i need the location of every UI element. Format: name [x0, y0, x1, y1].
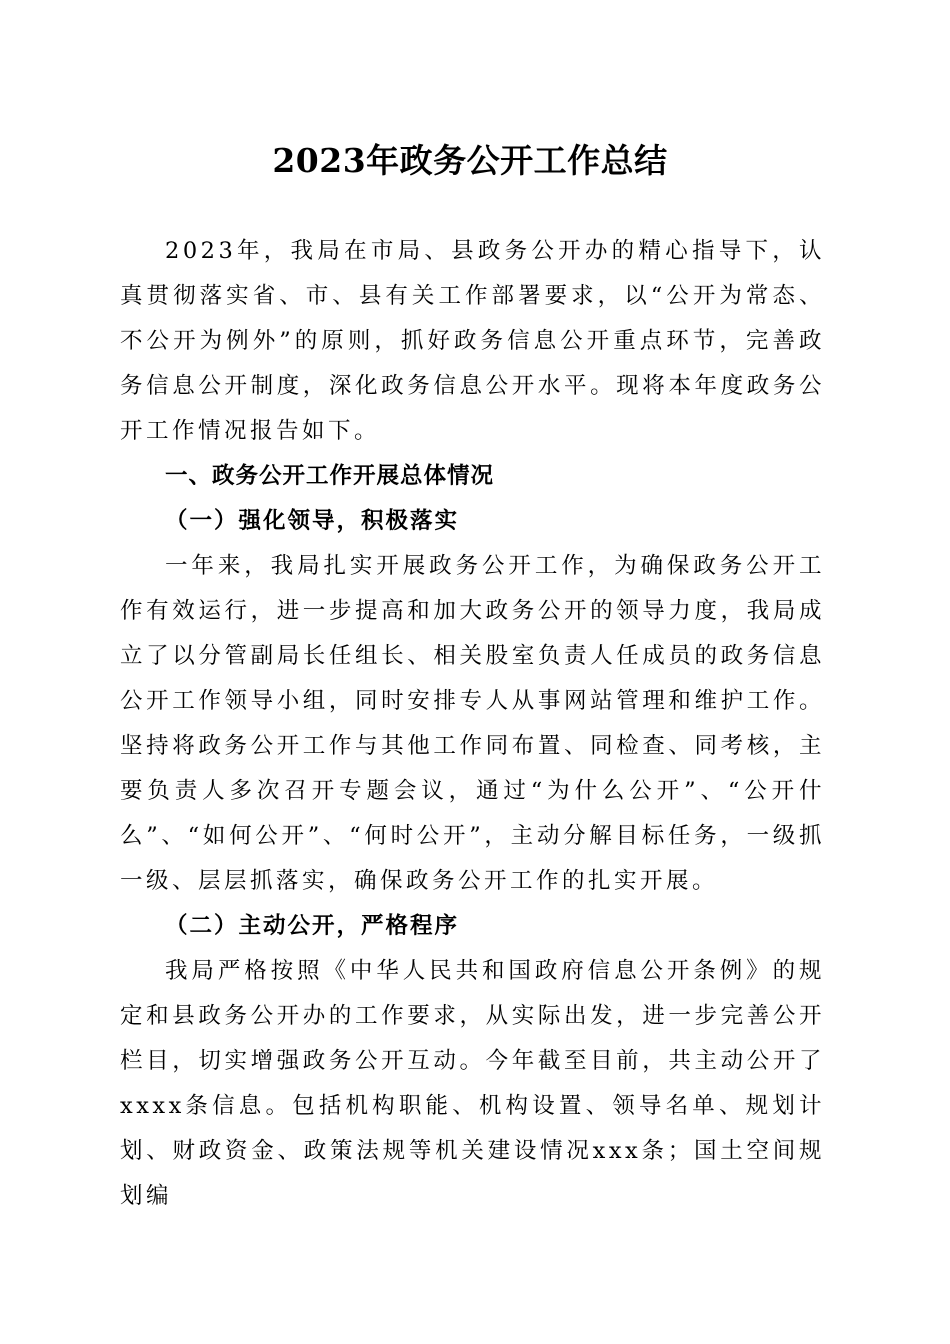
section-heading: 一、政务公开工作开展总体情况 [165, 463, 495, 489]
document-body [120, 229, 825, 1219]
subsection-paragraph-2: 我局严格按照《中华人民共和国政府信息公开条例》的规定和县政务公开办的工作要求，从实际出发，进一步完善公开栏目，切实增强政务公开互动。今年截至目前，共主动公开了xxxx条信息。包括机构职能、机构设置、领导名单、规划计划、财政资金、政策法规等机关建设情况xxx条；国土空间规划编 [120, 958, 825, 1209]
document-title: 2023年政务公开工作总结 [272, 141, 668, 180]
subsection-heading-2: （二）主动公开，严格程序 [165, 913, 460, 939]
intro-paragraph: 2023年，我局在市局、县政务公开办的精心指导下，认真贯彻落实省、市、县有关工作部署要求，以“公开为常态、不公开为例外”的原则，抓好政务信息公开重点环节，完善政务信息公开制度，深化政务信息公开水平。现将本年度政务公开工作情况报告如下。 [120, 238, 825, 444]
subsection-heading-1: （一）强化领导，积极落实 [165, 508, 460, 534]
subsection-paragraph-1: 一年来，我局扎实开展政务公开工作，为确保政务公开工作有效运行，进一步提高和加大政务公开的领导力度，我局成立了以分管副局长任组长、相关股室负责人任成员的政务信息公开工作领导小组，同时安排专人从事网站管理和维护工作。坚持将政务公开工作与其他工作同布置、同检查、同考核，主要负责人多次召开专题会议，通过“为什么公开”、“公开什么”、“如何公开”、“何时公开”，主动分解目标任务，一级抓一级、层层抓落实，确保政务公开工作的扎实开展。 [120, 553, 825, 894]
